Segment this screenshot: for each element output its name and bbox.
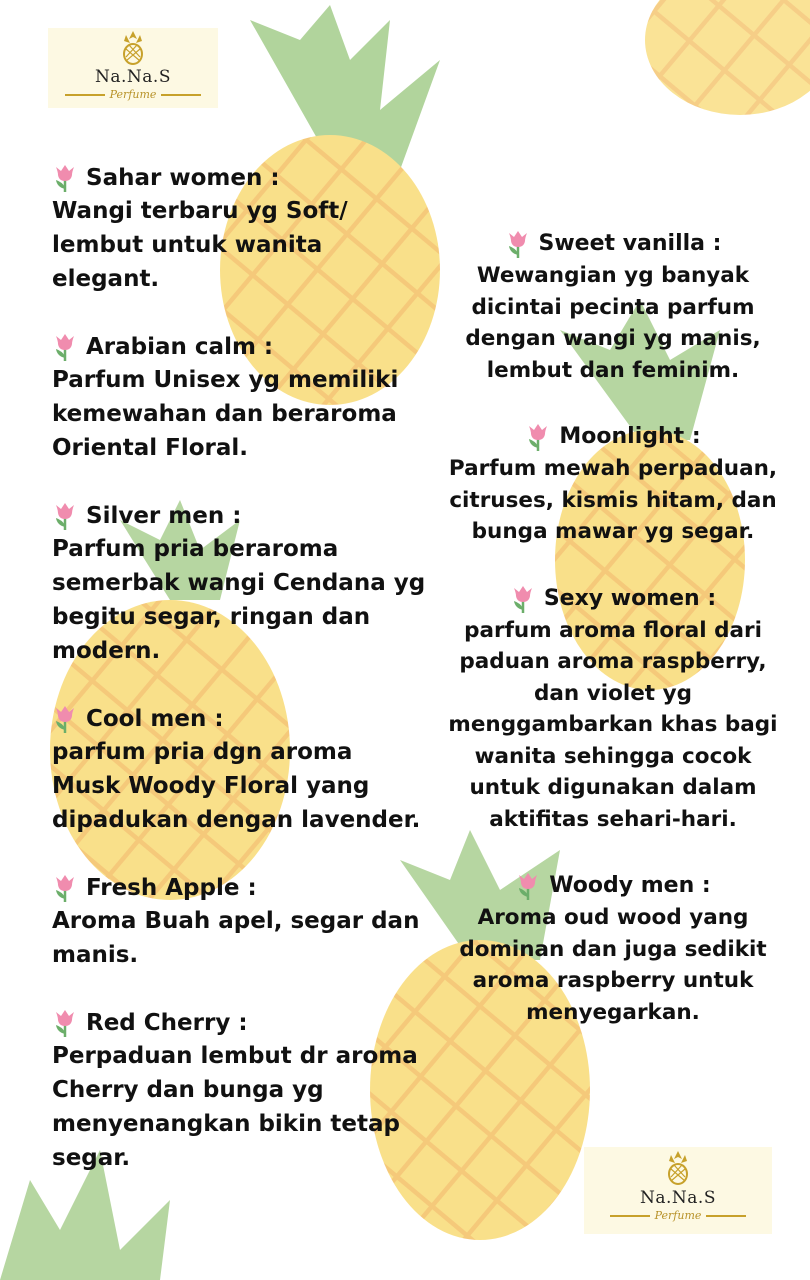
- perfume-name: Sexy women :: [543, 585, 717, 611]
- brand-sub: Perfume: [654, 1209, 702, 1222]
- tulip-icon: [52, 704, 78, 734]
- brand-name: Na.Na.S: [95, 67, 171, 87]
- perfume-description: Aroma oud wood yang dominan dan juga sedikit aroma raspberry untuk menyegarkan.: [459, 905, 767, 1025]
- perfume-name: Arabian calm :: [86, 334, 274, 360]
- tulip-icon: [52, 163, 78, 193]
- perfume-heading: [52, 500, 432, 532]
- perfume-description: Parfum pria beraroma semerbak wangi Cendana yg begitu segar, ringan dan modern.: [52, 536, 426, 664]
- perfume-heading: [436, 421, 790, 453]
- brand-logo-top: [48, 28, 218, 108]
- perfume-name: Red Cherry :: [86, 1010, 248, 1036]
- perfume-item: [436, 870, 790, 1028]
- perfume-name: Cool men :: [86, 706, 224, 732]
- perfume-heading: [52, 1007, 432, 1039]
- pineapple-crown-icon: [665, 1150, 691, 1186]
- perfume-name: Woody men :: [549, 873, 711, 898]
- perfume-heading: [52, 162, 432, 194]
- tulip-icon: [510, 584, 536, 614]
- perfume-name: Sahar women :: [86, 165, 280, 191]
- perfume-description: Wewangian yg banyak dicintai pecinta parfum dengan wangi yg manis, lembut dan feminim.: [465, 263, 761, 383]
- perfume-item: [436, 583, 790, 836]
- tulip-icon: [52, 873, 78, 903]
- left-column: [52, 162, 432, 1210]
- brand-sub: Perfume: [109, 88, 157, 101]
- perfume-description: Parfum Unisex yg memiliki kemewahan dan beraroma Oriental Floral.: [52, 367, 399, 461]
- right-column: [436, 228, 790, 1063]
- tulip-icon: [52, 332, 78, 362]
- divider: [706, 1215, 746, 1217]
- divider: [610, 1215, 650, 1217]
- perfume-name: Sweet vanilla :: [538, 231, 722, 256]
- perfume-heading: [436, 870, 790, 902]
- perfume-item: [436, 421, 790, 548]
- perfume-name: Fresh Apple :: [86, 875, 257, 901]
- divider: [161, 94, 201, 96]
- tulip-icon: [525, 422, 551, 452]
- pineapple-crown-icon: [120, 31, 146, 65]
- perfume-name: Silver men :: [86, 503, 242, 529]
- divider: [65, 94, 105, 96]
- perfume-description: Wangi terbaru yg Soft/ lembut untuk wanita elegant.: [52, 198, 348, 292]
- perfume-item: [52, 162, 432, 296]
- perfume-heading: [52, 872, 432, 904]
- brand-logo-bottom: [584, 1147, 772, 1234]
- perfume-description: parfum aroma floral dari paduan aroma raspberry, dan violet yg menggambarkan khas bagi wanita sehingga cocok untuk digunakan dalam aktifitas sehari-hari.: [448, 617, 778, 832]
- tulip-icon: [52, 501, 78, 531]
- perfume-item: [52, 1007, 432, 1175]
- perfume-heading: [52, 331, 432, 363]
- perfume-name: Moonlight :: [559, 424, 701, 449]
- perfume-item: [52, 500, 432, 668]
- perfume-heading: [52, 703, 432, 735]
- perfume-item: [52, 872, 432, 972]
- perfume-description: Aroma Buah apel, segar dan manis.: [52, 908, 420, 968]
- perfume-item: [436, 228, 790, 386]
- perfume-item: [52, 703, 432, 837]
- perfume-heading: [436, 583, 790, 615]
- perfume-heading: [436, 228, 790, 260]
- tulip-icon: [52, 1008, 78, 1038]
- perfume-description: Perpaduan lembut dr aroma Cherry dan bunga yg menyenangkan bikin tetap segar.: [52, 1043, 418, 1171]
- tulip-icon: [505, 229, 531, 259]
- tulip-icon: [515, 871, 541, 901]
- perfume-description: parfum pria dgn aroma Musk Woody Floral yang dipadukan dengan lavender.: [52, 739, 421, 833]
- pineapple-top-right: [645, 0, 810, 115]
- brand-name: Na.Na.S: [640, 1188, 716, 1208]
- perfume-description: Parfum mewah perpaduan, citruses, kismis hitam, dan bunga mawar yg segar.: [448, 456, 778, 544]
- perfume-item: [52, 331, 432, 465]
